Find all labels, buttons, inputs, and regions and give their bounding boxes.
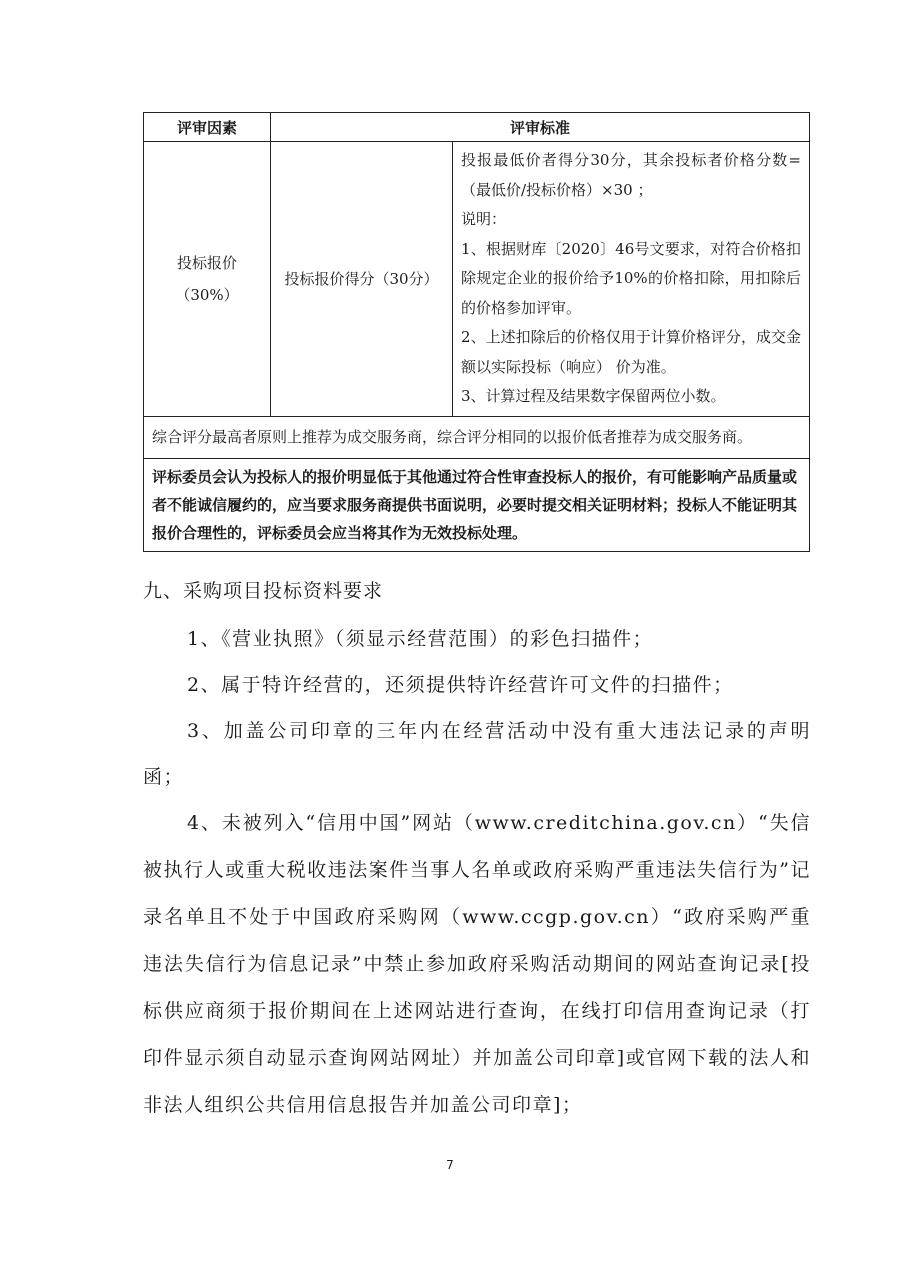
- requirement-item: 1、《营业执照》（须显示经营范围）的彩色扫描件；: [187, 628, 654, 650]
- criteria-cell: [453, 142, 810, 417]
- table-row: [144, 142, 810, 417]
- sub-item-cell: 投标报价得分（30分）: [271, 142, 453, 417]
- page-number: 7: [446, 1158, 454, 1172]
- requirement-item: 4、未被列入“信用中国”网站（www.creditchina.gov.cn）“失信被执行人或重大税收违法案件当事人名单或政府采购严重违法失信行为”记录名单且不处于中国政府采购网（www.ccgp.gov.cn）“政府采购严重违法失信行为信息记录”中禁止参加政府采购活动期间的网站查询记录[投标供应商须于报价期间在上述网站进行查询，在线打印信用查询记录（打印件显示须自动显示查询网站网址）并加盖公司印章]或官网下载的法人和非法人组织公共信用信息报告并加盖公司印章]；: [143, 812, 811, 1116]
- criteria-line: 1、根据财库〔2020〕46号文要求，对符合价格扣除规定企业的报价给予10%的价格扣除，用扣除后的价格参加评审。: [461, 239, 802, 317]
- header-factor: 评审因素: [144, 113, 271, 142]
- criteria-line: 投报最低价者得分30分，其余投标者价格分数=（最低价/投标价格）×30 ；: [461, 151, 802, 199]
- factor-name: 投标报价: [176, 253, 237, 272]
- section-heading: 九、采购项目投标资料要求: [143, 580, 384, 602]
- criteria-line: 3、计算过程及结果数字保留两位小数。: [461, 387, 726, 405]
- low-price-note: 评标委员会认为投标人的报价明显低于其他通过符合性审查投标人的报价，有可能影响产品质量或者不能诚信履约的，应当要求服务商提供书面说明，必要时提交相关证明材料；投标人不能证明其报价合理性的，评标委员会应当将其作为无效投标处理。: [144, 458, 810, 551]
- requirements-list: [143, 616, 811, 1129]
- table-header-row: [144, 113, 810, 142]
- table-note-row: [144, 416, 810, 458]
- evaluation-table: [143, 112, 810, 552]
- factor-weight: （30%）: [175, 285, 239, 304]
- table-note-row: [144, 458, 810, 551]
- ranking-note: 综合评分最高者原则上推荐为成交服务商，综合评分相同的以报价低者推荐为成交服务商。: [144, 416, 810, 458]
- criteria-line: 2、上述扣除后的价格仅用于计算价格评分，成交金额以实际投标（响应） 价为准。: [461, 328, 802, 376]
- header-criteria: 评审标准: [271, 113, 810, 142]
- criteria-line: 说明：: [461, 210, 507, 228]
- requirement-item: 2、属于特许经营的，还须提供特许经营许可文件的扫描件；: [187, 674, 734, 696]
- factor-cell: [144, 142, 271, 417]
- requirement-item: 3、加盖公司印章的三年内在经营活动中没有重大违法记录的声明函；: [143, 720, 811, 788]
